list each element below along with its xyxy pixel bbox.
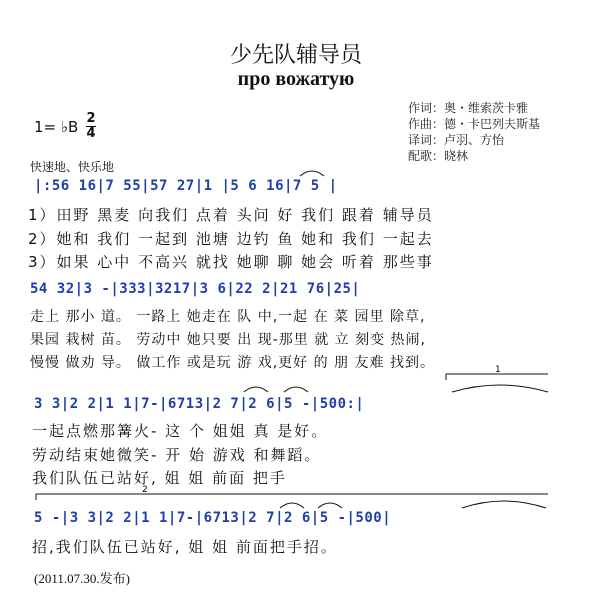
slur — [318, 503, 342, 508]
key-signature: 1= ♭B — [34, 118, 79, 136]
notation-line-1: |:56 16|7 55|57 27|1 |5 6 16|7 5 | — [34, 178, 338, 194]
lyric-line-1-verse-2: 2）她和 我们 一起到 池塘 边钓 鱼 她和 我们 一起去 — [28, 230, 434, 248]
lyric-line-3-verse-2: 劳动结束她微笑- 开 始 游戏 和舞蹈。 — [32, 446, 322, 464]
lyric-line-2-verse-3: 慢慢 做劝 导。 做工作 或是玩 游 戏,更好 的 朋 友难 找到。 — [30, 355, 435, 371]
credit-arranger: 配歌：晓林 — [408, 149, 469, 163]
credit-lyricist: 作词：奥・维索茨卡雅 — [408, 101, 529, 115]
meter-bottom: 4 — [86, 126, 96, 141]
notation-line-3: 3 3|2 2|1 1|7-|6713|2 7|2 6|5 -|500:| — [34, 396, 365, 412]
notation-line-4: 5 -|3 3|2 2|1 1|7-|6713|2 7|2 6|5 -|500| — [34, 510, 392, 526]
credit-composer: 作曲：德・卡巴列夫斯基 — [408, 117, 541, 131]
publish-date: (2011.07.30.发布) — [34, 571, 130, 586]
song-title: 少先队辅导员 — [229, 43, 362, 68]
tempo-marking: 快速地、快乐地 — [30, 160, 115, 174]
volta-2-bracket — [36, 494, 548, 500]
volta-2-label: 2 — [142, 485, 148, 495]
slur — [284, 387, 308, 392]
meter-top: 2 — [86, 111, 96, 126]
lyric-line-3-verse-3: 我们队伍已站好, 姐 姐 前面 把手 — [32, 469, 287, 487]
volta-1-label: 1 — [495, 365, 501, 375]
song-title-russian: про вожатую — [237, 68, 355, 90]
lyric-line-1-verse-1: 1）田野 黑麦 向我们 点着 头问 好 我们 跟着 辅导员 — [28, 206, 434, 224]
lyric-line-2-verse-1: 走上 那小 道。 一路上 她走在 队 中,一起 在 菜 园里 除草, — [30, 309, 426, 325]
lyric-line-4: 招,我们队伍已站好, 姐 姐 前面把手招。 — [32, 538, 338, 556]
slur — [452, 385, 548, 392]
notation-line-2: 54 32|3 -|333|3217|3 6|22 2|21 76|25| — [30, 281, 361, 297]
credit-translator: 译词：卢羽、方怡 — [408, 133, 505, 147]
lyric-line-1-verse-3: 3）如果 心中 不高兴 就找 她聊 聊 她会 听着 那些事 — [28, 253, 434, 271]
lyric-line-2-verse-2: 果园 栽树 苗。 劳动中 她只要 出 现-那里 就 立 刻变 热闹, — [30, 332, 427, 348]
slur — [280, 503, 304, 508]
lyric-line-3-verse-1: 一起点燃那篝火- 这 个 姐姐 真 是好。 — [32, 422, 329, 440]
slur — [244, 387, 268, 392]
slur — [300, 171, 324, 176]
slur — [462, 501, 546, 508]
